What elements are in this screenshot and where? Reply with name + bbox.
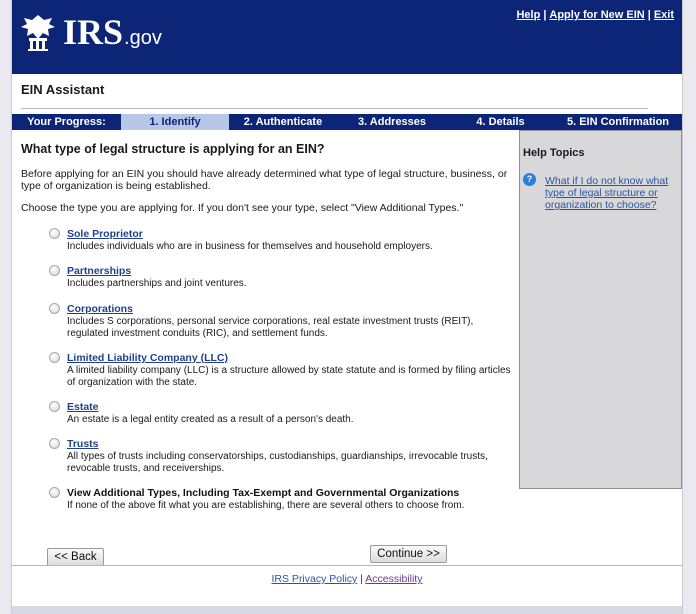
progress-step-details: 4. Details xyxy=(476,116,525,128)
bottom-strip xyxy=(12,606,682,614)
corporations-radio[interactable] xyxy=(49,303,60,314)
sole-proprietor-description: Includes individuals who are in business for themselves and household employers. xyxy=(67,241,433,252)
help-topics-sidebar xyxy=(519,130,682,489)
progress-step-identify: 1. Identify xyxy=(121,114,229,130)
footer-divider xyxy=(12,565,682,566)
page-title: EIN Assistant xyxy=(21,82,105,97)
page-footer xyxy=(12,573,682,585)
help-link[interactable]: Help xyxy=(516,9,541,21)
irs-logo[interactable] xyxy=(19,12,162,52)
page-frame xyxy=(11,0,683,614)
footer-separator: | xyxy=(360,573,363,585)
partnerships-radio[interactable] xyxy=(49,265,60,276)
link-separator: | xyxy=(647,9,651,21)
exit-link[interactable]: Exit xyxy=(653,9,674,21)
continue-button[interactable]: Continue >> xyxy=(370,545,447,563)
partnerships-link[interactable]: Partnerships xyxy=(67,265,132,277)
title-divider xyxy=(21,108,648,109)
privacy-policy-link[interactable]: IRS Privacy Policy xyxy=(271,573,358,585)
instruction-text: Choose the type you are applying for. If you don't see your type, select "View Additional Types." xyxy=(21,202,464,214)
apply-new-ein-link[interactable]: Apply for New EIN xyxy=(549,9,645,21)
estate-radio[interactable] xyxy=(49,401,60,412)
trusts-radio[interactable] xyxy=(49,438,60,449)
accessibility-link[interactable]: Accessibility xyxy=(365,573,423,585)
intro-text: Before applying for an EIN you should have already determined what type of legal structure, business, or type of organization is being established. xyxy=(21,168,508,192)
progress-step-addresses: 3. Addresses xyxy=(357,116,427,128)
progress-label: Your Progress: xyxy=(27,116,106,128)
progress-step-ein-confirmation: 5. EIN Confirmation xyxy=(566,116,670,128)
llc-radio[interactable] xyxy=(49,352,60,363)
corporations-link[interactable]: Corporations xyxy=(67,303,133,315)
view-additional-types-label: View Additional Types, Including Tax-Exempt and Governmental Organizations xyxy=(67,487,460,499)
help-topics-title: Help Topics xyxy=(523,147,585,159)
llc-link[interactable]: Limited Liability Company (LLC) xyxy=(67,352,229,364)
help-question-icon: ? xyxy=(523,173,536,186)
sole-proprietor-link[interactable]: Sole Proprietor xyxy=(67,228,143,240)
trusts-link[interactable]: Trusts xyxy=(67,438,99,450)
main-content xyxy=(21,142,516,214)
logo-gov-text: .gov xyxy=(124,26,162,49)
site-header xyxy=(12,0,682,74)
help-topic-link[interactable]: What if I do not know what type of legal structure or organization to choose? xyxy=(545,175,669,211)
view-additional-types-radio[interactable] xyxy=(49,487,60,498)
corporations-description: Includes S corporations, personal service corporations, real estate investment trusts (REIT), regulated investment conduits (RIC), and settlement funds. xyxy=(67,316,474,339)
llc-description: A limited liability company (LLC) is a structure allowed by state statute and is formed by filing articles of organization with the state. xyxy=(67,365,511,388)
partnerships-description: Includes partnerships and joint ventures. xyxy=(67,278,247,289)
question-heading: What type of legal structure is applying for an EIN? xyxy=(21,142,325,156)
sole-proprietor-radio[interactable] xyxy=(49,228,60,239)
link-separator: | xyxy=(543,9,547,21)
logo-irs-text: IRS xyxy=(63,12,124,52)
estate-link[interactable]: Estate xyxy=(67,401,99,413)
trusts-description: All types of trusts including conservatorships, custodianships, guardianships, irrevocable trusts, revocable trusts, and receiverships. xyxy=(67,451,488,474)
progress-bar xyxy=(12,114,682,130)
view-additional-types-description: If none of the above fit what you are establishing, there are several others to choose from. xyxy=(67,500,465,511)
top-links xyxy=(516,9,674,21)
progress-step-authenticate: 2. Authenticate xyxy=(243,116,323,128)
eagle-icon xyxy=(19,12,57,52)
estate-description: An estate is a legal entity created as a result of a person's death. xyxy=(67,414,354,425)
back-button[interactable]: << Back xyxy=(47,548,104,566)
